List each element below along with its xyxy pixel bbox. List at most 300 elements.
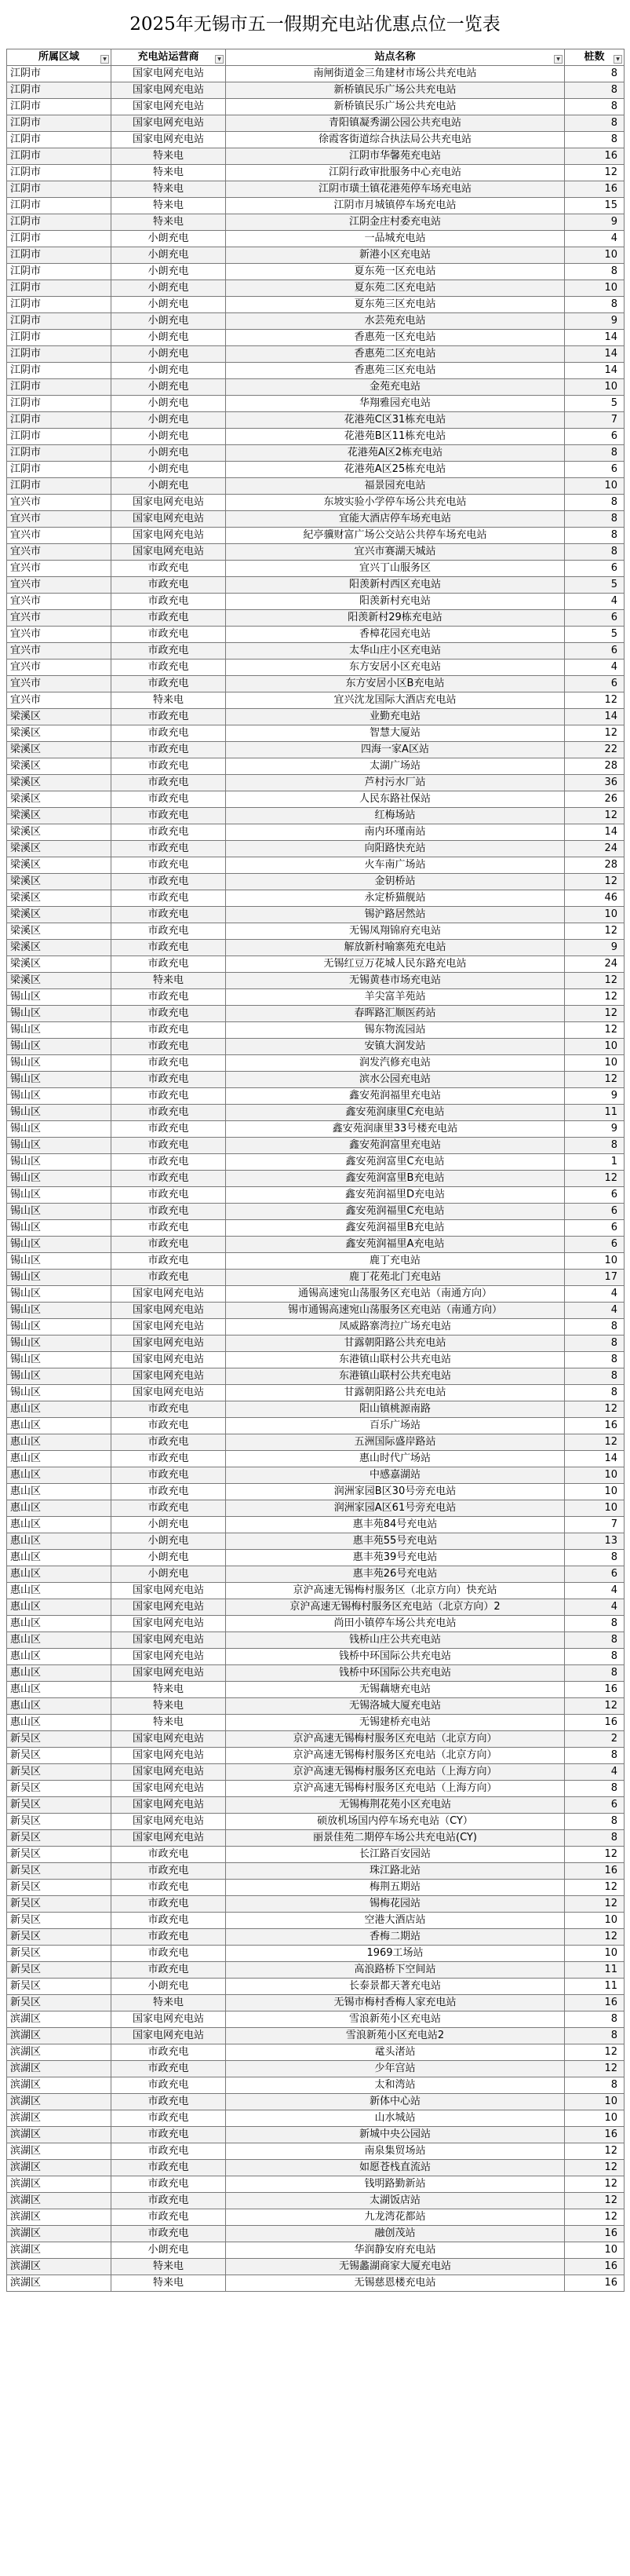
cell-pile-count[interactable]: 24 <box>565 841 625 857</box>
cell-region[interactable]: 新吴区 <box>7 1781 111 1797</box>
cell-operator[interactable]: 小朗充电 <box>111 412 226 429</box>
cell-station-name[interactable]: 无锡蠡湖商家大厦充电站 <box>226 2259 565 2275</box>
cell-region[interactable]: 锡山区 <box>7 1039 111 1055</box>
cell-operator[interactable]: 国家电网充电站 <box>111 1665 226 1682</box>
cell-pile-count[interactable]: 16 <box>565 181 625 198</box>
cell-region[interactable]: 惠山区 <box>7 1616 111 1632</box>
cell-station-name[interactable]: 太湖饭店站 <box>226 2193 565 2209</box>
cell-region[interactable]: 江阴市 <box>7 231 111 247</box>
cell-station-name[interactable]: 宜能大酒店停车场充电站 <box>226 511 565 528</box>
cell-station-name[interactable]: 江阴市华馨苑充电站 <box>226 148 565 165</box>
cell-region[interactable]: 梁溪区 <box>7 874 111 890</box>
cell-region[interactable]: 梁溪区 <box>7 907 111 923</box>
cell-station-name[interactable]: 新桥镇民乐广场公共充电站 <box>226 99 565 115</box>
cell-operator[interactable]: 国家电网充电站 <box>111 1649 226 1665</box>
cell-operator[interactable]: 国家电网充电站 <box>111 115 226 132</box>
cell-station-name[interactable]: 东港镇山联村公共充电站 <box>226 1352 565 1368</box>
cell-operator[interactable]: 市政充电 <box>111 1237 226 1253</box>
cell-region[interactable]: 江阴市 <box>7 66 111 82</box>
cell-pile-count[interactable]: 8 <box>565 1138 625 1154</box>
cell-pile-count[interactable]: 5 <box>565 577 625 594</box>
cell-region[interactable]: 宜兴市 <box>7 528 111 544</box>
cell-operator[interactable]: 市政充电 <box>111 1863 226 1880</box>
cell-station-name[interactable]: 华润静安府充电站 <box>226 2242 565 2259</box>
cell-pile-count[interactable]: 12 <box>565 2193 625 2209</box>
cell-pile-count[interactable]: 12 <box>565 808 625 824</box>
cell-region[interactable]: 梁溪区 <box>7 808 111 824</box>
cell-region[interactable]: 梁溪区 <box>7 973 111 989</box>
cell-station-name[interactable]: 无锡红豆万花城人民东路充电站 <box>226 956 565 973</box>
cell-pile-count[interactable]: 16 <box>565 2226 625 2242</box>
cell-station-name[interactable]: 润发汽修充电站 <box>226 1055 565 1072</box>
cell-region[interactable]: 新吴区 <box>7 1995 111 2011</box>
cell-region[interactable]: 新吴区 <box>7 1797 111 1814</box>
cell-region[interactable]: 新吴区 <box>7 1814 111 1830</box>
cell-operator[interactable]: 市政充电 <box>111 940 226 956</box>
cell-pile-count[interactable]: 12 <box>565 2061 625 2077</box>
cell-pile-count[interactable]: 5 <box>565 627 625 643</box>
cell-pile-count[interactable]: 12 <box>565 692 625 709</box>
cell-operator[interactable]: 小朗充电 <box>111 462 226 478</box>
filter-dropdown-icon[interactable]: ▼ <box>100 55 109 64</box>
cell-station-name[interactable]: 鑫安苑润康里33号楼充电站 <box>226 1121 565 1138</box>
cell-station-name[interactable]: 锡东物流园站 <box>226 1022 565 1039</box>
cell-pile-count[interactable]: 12 <box>565 1698 625 1715</box>
filter-dropdown-icon[interactable]: ▼ <box>215 55 224 64</box>
cell-operator[interactable]: 市政充电 <box>111 594 226 610</box>
cell-operator[interactable]: 市政充电 <box>111 841 226 857</box>
cell-station-name[interactable]: 春晖路汇顺医药站 <box>226 1006 565 1022</box>
cell-station-name[interactable]: 花港苑C区31栋充电站 <box>226 412 565 429</box>
cell-pile-count[interactable]: 12 <box>565 989 625 1006</box>
cell-region[interactable]: 惠山区 <box>7 1550 111 1566</box>
cell-region[interactable]: 梁溪区 <box>7 923 111 940</box>
cell-operator[interactable]: 市政充电 <box>111 1154 226 1171</box>
cell-operator[interactable]: 特来电 <box>111 1682 226 1698</box>
cell-region[interactable]: 梁溪区 <box>7 824 111 841</box>
cell-operator[interactable]: 市政充电 <box>111 1138 226 1154</box>
cell-pile-count[interactable]: 10 <box>565 379 625 396</box>
cell-operator[interactable]: 市政充电 <box>111 1072 226 1088</box>
cell-operator[interactable]: 特来电 <box>111 2275 226 2292</box>
cell-region[interactable]: 锡山区 <box>7 1204 111 1220</box>
cell-region[interactable]: 新吴区 <box>7 1764 111 1781</box>
cell-station-name[interactable]: 鑫安苑润福里C充电站 <box>226 1204 565 1220</box>
cell-region[interactable]: 惠山区 <box>7 1451 111 1467</box>
cell-operator[interactable]: 市政充电 <box>111 874 226 890</box>
cell-station-name[interactable]: 夏东苑三区充电站 <box>226 297 565 313</box>
cell-region[interactable]: 锡山区 <box>7 1121 111 1138</box>
cell-pile-count[interactable]: 6 <box>565 676 625 692</box>
cell-operator[interactable]: 市政充电 <box>111 1946 226 1962</box>
cell-pile-count[interactable]: 16 <box>565 2275 625 2292</box>
cell-station-name[interactable]: 金苑充电站 <box>226 379 565 396</box>
cell-operator[interactable]: 市政充电 <box>111 1847 226 1863</box>
cell-station-name[interactable]: 长江路百安园站 <box>226 1847 565 1863</box>
cell-pile-count[interactable]: 8 <box>565 1649 625 1665</box>
cell-region[interactable]: 江阴市 <box>7 264 111 280</box>
cell-station-name[interactable]: 火车南广场站 <box>226 857 565 874</box>
cell-station-name[interactable]: 东方安居小区B充电站 <box>226 676 565 692</box>
cell-pile-count[interactable]: 6 <box>565 561 625 577</box>
cell-operator[interactable]: 市政充电 <box>111 742 226 758</box>
cell-region[interactable]: 锡山区 <box>7 1022 111 1039</box>
cell-pile-count[interactable]: 12 <box>565 2209 625 2226</box>
cell-region[interactable]: 江阴市 <box>7 346 111 363</box>
cell-station-name[interactable]: 长泰景都天著充电站 <box>226 1979 565 1995</box>
cell-station-name[interactable]: 花港苑B区11栋充电站 <box>226 429 565 445</box>
cell-operator[interactable]: 市政充电 <box>111 2193 226 2209</box>
cell-region[interactable]: 锡山区 <box>7 1237 111 1253</box>
cell-pile-count[interactable]: 24 <box>565 956 625 973</box>
cell-operator[interactable]: 特来电 <box>111 198 226 214</box>
cell-operator[interactable]: 市政充电 <box>111 1401 226 1418</box>
cell-operator[interactable]: 市政充电 <box>111 808 226 824</box>
cell-station-name[interactable]: 钱明路勤新站 <box>226 2176 565 2193</box>
cell-region[interactable]: 锡山区 <box>7 1171 111 1187</box>
cell-operator[interactable]: 国家电网充电站 <box>111 1764 226 1781</box>
cell-region[interactable]: 新吴区 <box>7 1946 111 1962</box>
cell-pile-count[interactable]: 14 <box>565 1451 625 1467</box>
cell-pile-count[interactable]: 7 <box>565 412 625 429</box>
cell-pile-count[interactable]: 14 <box>565 330 625 346</box>
cell-station-name[interactable]: 惠山时代广场站 <box>226 1451 565 1467</box>
cell-pile-count[interactable]: 4 <box>565 1599 625 1616</box>
filter-dropdown-icon[interactable]: ▼ <box>554 55 563 64</box>
cell-pile-count[interactable]: 16 <box>565 1715 625 1731</box>
cell-pile-count[interactable]: 10 <box>565 2094 625 2110</box>
cell-operator[interactable]: 市政充电 <box>111 643 226 660</box>
cell-operator[interactable]: 市政充电 <box>111 676 226 692</box>
cell-pile-count[interactable]: 8 <box>565 1632 625 1649</box>
cell-pile-count[interactable]: 12 <box>565 2143 625 2160</box>
cell-pile-count[interactable]: 8 <box>565 1385 625 1401</box>
cell-pile-count[interactable]: 12 <box>565 1401 625 1418</box>
cell-station-name[interactable]: 鑫安苑润福里充电站 <box>226 1088 565 1105</box>
cell-station-name[interactable]: 京沪高速无锡梅村服务区充电站（上海方向） <box>226 1764 565 1781</box>
cell-station-name[interactable]: 太湖广场站 <box>226 758 565 775</box>
cell-pile-count[interactable]: 8 <box>565 1352 625 1368</box>
cell-region[interactable]: 江阴市 <box>7 363 111 379</box>
cell-station-name[interactable]: 甘露朝阳路公共充电站 <box>226 1385 565 1401</box>
cell-region[interactable]: 宜兴市 <box>7 627 111 643</box>
cell-operator[interactable]: 小朗充电 <box>111 396 226 412</box>
cell-operator[interactable]: 国家电网充电站 <box>111 1599 226 1616</box>
cell-operator[interactable]: 特来电 <box>111 165 226 181</box>
cell-pile-count[interactable]: 9 <box>565 214 625 231</box>
cell-region[interactable]: 江阴市 <box>7 132 111 148</box>
cell-pile-count[interactable]: 4 <box>565 660 625 676</box>
cell-pile-count[interactable]: 14 <box>565 346 625 363</box>
cell-station-name[interactable]: 山水城站 <box>226 2110 565 2127</box>
cell-station-name[interactable]: 惠丰苑26号充电站 <box>226 1566 565 1583</box>
cell-station-name[interactable]: 紀亭骥财富广场公交站公共停车场充电站 <box>226 528 565 544</box>
cell-region[interactable]: 锡山区 <box>7 1253 111 1270</box>
cell-pile-count[interactable]: 28 <box>565 857 625 874</box>
cell-operator[interactable]: 小朗充电 <box>111 297 226 313</box>
cell-station-name[interactable]: 鹿丁花苑北门充电站 <box>226 1270 565 1286</box>
cell-region[interactable]: 惠山区 <box>7 1401 111 1418</box>
cell-operator[interactable]: 市政充电 <box>111 2209 226 2226</box>
header-region[interactable] <box>7 49 111 66</box>
cell-operator[interactable]: 市政充电 <box>111 1434 226 1451</box>
cell-operator[interactable]: 市政充电 <box>111 2226 226 2242</box>
cell-region[interactable]: 滨湖区 <box>7 2028 111 2044</box>
cell-pile-count[interactable]: 8 <box>565 511 625 528</box>
cell-operator[interactable]: 市政充电 <box>111 1929 226 1946</box>
cell-operator[interactable]: 市政充电 <box>111 1039 226 1055</box>
cell-region[interactable]: 新吴区 <box>7 1880 111 1896</box>
cell-operator[interactable]: 小朗充电 <box>111 363 226 379</box>
cell-operator[interactable]: 市政充电 <box>111 1484 226 1500</box>
cell-pile-count[interactable]: 9 <box>565 1088 625 1105</box>
cell-region[interactable]: 惠山区 <box>7 1484 111 1500</box>
cell-region[interactable]: 滨湖区 <box>7 2259 111 2275</box>
cell-station-name[interactable]: 滨水公园充电站 <box>226 1072 565 1088</box>
cell-pile-count[interactable]: 12 <box>565 2160 625 2176</box>
cell-pile-count[interactable]: 10 <box>565 1253 625 1270</box>
cell-operator[interactable]: 小朗充电 <box>111 379 226 396</box>
cell-station-name[interactable]: 阳羡新村西区充电站 <box>226 577 565 594</box>
cell-operator[interactable]: 国家电网充电站 <box>111 1731 226 1748</box>
cell-pile-count[interactable]: 10 <box>565 1055 625 1072</box>
cell-region[interactable]: 惠山区 <box>7 1715 111 1731</box>
cell-pile-count[interactable]: 8 <box>565 1368 625 1385</box>
cell-operator[interactable]: 市政充电 <box>111 1022 226 1039</box>
cell-pile-count[interactable]: 8 <box>565 1319 625 1336</box>
cell-operator[interactable]: 特来电 <box>111 148 226 165</box>
cell-station-name[interactable]: 江阴市月城镇停车场充电站 <box>226 198 565 214</box>
cell-operator[interactable]: 小朗充电 <box>111 1979 226 1995</box>
cell-pile-count[interactable]: 11 <box>565 1979 625 1995</box>
cell-pile-count[interactable]: 4 <box>565 231 625 247</box>
cell-station-name[interactable]: 鼋头渚站 <box>226 2044 565 2061</box>
cell-region[interactable]: 滨湖区 <box>7 2226 111 2242</box>
cell-operator[interactable]: 小朗充电 <box>111 330 226 346</box>
cell-region[interactable]: 惠山区 <box>7 1599 111 1616</box>
cell-pile-count[interactable]: 2 <box>565 1731 625 1748</box>
cell-pile-count[interactable]: 8 <box>565 445 625 462</box>
cell-operator[interactable]: 特来电 <box>111 973 226 989</box>
cell-operator[interactable]: 市政充电 <box>111 1088 226 1105</box>
cell-pile-count[interactable]: 12 <box>565 1434 625 1451</box>
cell-pile-count[interactable]: 12 <box>565 1929 625 1946</box>
cell-region[interactable]: 江阴市 <box>7 214 111 231</box>
cell-region[interactable]: 江阴市 <box>7 412 111 429</box>
cell-region[interactable]: 滨湖区 <box>7 2275 111 2292</box>
cell-region[interactable]: 江阴市 <box>7 396 111 412</box>
cell-operator[interactable]: 国家电网充电站 <box>111 2011 226 2028</box>
cell-operator[interactable]: 市政充电 <box>111 1171 226 1187</box>
header-station-name[interactable] <box>226 49 565 66</box>
cell-region[interactable]: 滨湖区 <box>7 2061 111 2077</box>
cell-region[interactable]: 宜兴市 <box>7 544 111 561</box>
cell-operator[interactable]: 市政充电 <box>111 791 226 808</box>
cell-region[interactable]: 惠山区 <box>7 1566 111 1583</box>
cell-region[interactable]: 宜兴市 <box>7 495 111 511</box>
cell-region[interactable]: 滨湖区 <box>7 2127 111 2143</box>
cell-region[interactable]: 滨湖区 <box>7 2176 111 2193</box>
cell-region[interactable]: 惠山区 <box>7 1649 111 1665</box>
cell-station-name[interactable]: 宜兴沈龙国际大酒店充电站 <box>226 692 565 709</box>
cell-pile-count[interactable]: 12 <box>565 725 625 742</box>
cell-pile-count[interactable]: 16 <box>565 1682 625 1698</box>
cell-pile-count[interactable]: 12 <box>565 973 625 989</box>
cell-station-name[interactable]: 京沪高速无锡梅村服务区充电站（北京方向） <box>226 1731 565 1748</box>
cell-operator[interactable]: 市政充电 <box>111 627 226 643</box>
cell-operator[interactable]: 市政充电 <box>111 2160 226 2176</box>
cell-operator[interactable]: 市政充电 <box>111 1253 226 1270</box>
cell-operator[interactable]: 小朗充电 <box>111 1517 226 1533</box>
cell-station-name[interactable]: 青阳镇凝秀湖公园公共充电站 <box>226 115 565 132</box>
cell-region[interactable]: 江阴市 <box>7 297 111 313</box>
cell-pile-count[interactable]: 14 <box>565 363 625 379</box>
cell-station-name[interactable]: 东坡实验小学停车场公共充电站 <box>226 495 565 511</box>
cell-region[interactable]: 新吴区 <box>7 1863 111 1880</box>
cell-pile-count[interactable]: 4 <box>565 1303 625 1319</box>
cell-operator[interactable]: 小朗充电 <box>111 1566 226 1583</box>
cell-pile-count[interactable]: 6 <box>565 1204 625 1220</box>
cell-operator[interactable]: 小朗充电 <box>111 2242 226 2259</box>
cell-pile-count[interactable]: 11 <box>565 1105 625 1121</box>
cell-operator[interactable]: 国家电网充电站 <box>111 528 226 544</box>
cell-region[interactable]: 新吴区 <box>7 1748 111 1764</box>
cell-pile-count[interactable]: 46 <box>565 890 625 907</box>
cell-operator[interactable]: 市政充电 <box>111 1204 226 1220</box>
cell-pile-count[interactable]: 10 <box>565 1913 625 1929</box>
cell-pile-count[interactable]: 8 <box>565 1748 625 1764</box>
cell-operator[interactable]: 市政充电 <box>111 725 226 742</box>
cell-station-name[interactable]: 钱桥中环国际公共充电站 <box>226 1665 565 1682</box>
cell-station-name[interactable]: 中感嘉湖站 <box>226 1467 565 1484</box>
cell-operator[interactable]: 小朗充电 <box>111 445 226 462</box>
cell-region[interactable]: 新吴区 <box>7 1731 111 1748</box>
cell-operator[interactable]: 小朗充电 <box>111 264 226 280</box>
cell-operator[interactable]: 市政充电 <box>111 857 226 874</box>
cell-region[interactable]: 梁溪区 <box>7 725 111 742</box>
cell-region[interactable]: 惠山区 <box>7 1698 111 1715</box>
cell-station-name[interactable]: 江阴市璜土镇花港苑停车场充电站 <box>226 181 565 198</box>
cell-station-name[interactable]: 鑫安苑润福里D充电站 <box>226 1187 565 1204</box>
cell-pile-count[interactable]: 5 <box>565 396 625 412</box>
cell-station-name[interactable]: 新城中央公园站 <box>226 2127 565 2143</box>
cell-station-name[interactable]: 宜兴市赛湖天城站 <box>226 544 565 561</box>
cell-pile-count[interactable]: 16 <box>565 2127 625 2143</box>
cell-operator[interactable]: 特来电 <box>111 2259 226 2275</box>
cell-pile-count[interactable]: 8 <box>565 544 625 561</box>
cell-station-name[interactable]: 鹿丁充电站 <box>226 1253 565 1270</box>
cell-operator[interactable]: 市政充电 <box>111 1121 226 1138</box>
cell-operator[interactable]: 特来电 <box>111 214 226 231</box>
cell-operator[interactable]: 国家电网充电站 <box>111 1781 226 1797</box>
cell-pile-count[interactable]: 12 <box>565 1847 625 1863</box>
cell-station-name[interactable]: 南泉集贸场站 <box>226 2143 565 2160</box>
cell-region[interactable]: 新吴区 <box>7 1962 111 1979</box>
cell-pile-count[interactable]: 14 <box>565 824 625 841</box>
cell-region[interactable]: 惠山区 <box>7 1517 111 1533</box>
cell-station-name[interactable]: 如愿苍栈直流站 <box>226 2160 565 2176</box>
cell-region[interactable]: 惠山区 <box>7 1632 111 1649</box>
cell-station-name[interactable]: 1969工场站 <box>226 1946 565 1962</box>
cell-pile-count[interactable]: 36 <box>565 775 625 791</box>
cell-operator[interactable]: 市政充电 <box>111 1270 226 1286</box>
cell-operator[interactable]: 小朗充电 <box>111 346 226 363</box>
cell-region[interactable]: 江阴市 <box>7 313 111 330</box>
cell-region[interactable]: 锡山区 <box>7 1072 111 1088</box>
cell-pile-count[interactable]: 6 <box>565 1237 625 1253</box>
cell-station-name[interactable]: 锡市通锡高速宛山荡服务区充电站（南通方向） <box>226 1303 565 1319</box>
cell-operator[interactable]: 国家电网充电站 <box>111 1583 226 1599</box>
cell-station-name[interactable]: 南内环瑾南站 <box>226 824 565 841</box>
cell-station-name[interactable]: 香惠苑一区充电站 <box>226 330 565 346</box>
cell-station-name[interactable]: 向阳路快充站 <box>226 841 565 857</box>
cell-station-name[interactable]: 解放新村喻寨苑充电站 <box>226 940 565 956</box>
cell-region[interactable]: 宜兴市 <box>7 610 111 627</box>
cell-region[interactable]: 江阴市 <box>7 330 111 346</box>
cell-pile-count[interactable]: 6 <box>565 1187 625 1204</box>
cell-station-name[interactable]: 百乐广场站 <box>226 1418 565 1434</box>
cell-region[interactable]: 锡山区 <box>7 1286 111 1303</box>
cell-region[interactable]: 江阴市 <box>7 115 111 132</box>
cell-operator[interactable]: 市政充电 <box>111 775 226 791</box>
filter-dropdown-icon[interactable]: ▼ <box>614 55 622 64</box>
cell-station-name[interactable]: 夏东苑二区充电站 <box>226 280 565 297</box>
cell-pile-count[interactable]: 22 <box>565 742 625 758</box>
cell-station-name[interactable]: 融创茂站 <box>226 2226 565 2242</box>
cell-pile-count[interactable]: 8 <box>565 66 625 82</box>
cell-pile-count[interactable]: 8 <box>565 297 625 313</box>
cell-region[interactable]: 宜兴市 <box>7 692 111 709</box>
cell-region[interactable]: 江阴市 <box>7 379 111 396</box>
cell-region[interactable]: 梁溪区 <box>7 841 111 857</box>
cell-operator[interactable]: 市政充电 <box>111 1913 226 1929</box>
cell-pile-count[interactable]: 8 <box>565 1665 625 1682</box>
cell-operator[interactable]: 特来电 <box>111 1715 226 1731</box>
cell-pile-count[interactable]: 12 <box>565 1006 625 1022</box>
cell-station-name[interactable]: 无锡慈恩楼充电站 <box>226 2275 565 2292</box>
cell-station-name[interactable]: 锡沪路居然站 <box>226 907 565 923</box>
cell-station-name[interactable]: 太华山庄小区充电站 <box>226 643 565 660</box>
cell-pile-count[interactable]: 16 <box>565 148 625 165</box>
cell-region[interactable]: 滨湖区 <box>7 2094 111 2110</box>
cell-region[interactable]: 滨湖区 <box>7 2110 111 2127</box>
cell-pile-count[interactable]: 12 <box>565 874 625 890</box>
cell-station-name[interactable]: 京沪高速无锡梅村服务区充电站（北京方向） <box>226 1748 565 1764</box>
cell-pile-count[interactable]: 12 <box>565 1022 625 1039</box>
cell-station-name[interactable]: 新体中心站 <box>226 2094 565 2110</box>
cell-station-name[interactable]: 徐霞客街道综合执法局公共充电站 <box>226 132 565 148</box>
cell-station-name[interactable]: 润洲家园B区30号旁充电站 <box>226 1484 565 1500</box>
cell-pile-count[interactable]: 10 <box>565 907 625 923</box>
cell-operator[interactable]: 小朗充电 <box>111 280 226 297</box>
cell-station-name[interactable]: 香梅二期站 <box>226 1929 565 1946</box>
cell-region[interactable]: 锡山区 <box>7 1270 111 1286</box>
cell-pile-count[interactable]: 13 <box>565 1533 625 1550</box>
cell-station-name[interactable]: 新港小区充电站 <box>226 247 565 264</box>
cell-station-name[interactable]: 水芸苑充电站 <box>226 313 565 330</box>
cell-station-name[interactable]: 江阴金庄村委充电站 <box>226 214 565 231</box>
cell-pile-count[interactable]: 10 <box>565 478 625 495</box>
cell-region[interactable]: 锡山区 <box>7 1220 111 1237</box>
cell-station-name[interactable]: 四海一家A区站 <box>226 742 565 758</box>
cell-operator[interactable]: 国家电网充电站 <box>111 82 226 99</box>
cell-station-name[interactable]: 无锡藕塘充电站 <box>226 1682 565 1698</box>
cell-region[interactable]: 新吴区 <box>7 1979 111 1995</box>
cell-station-name[interactable]: 丽景佳苑二期停车场公共充电站(CY) <box>226 1830 565 1847</box>
cell-pile-count[interactable]: 10 <box>565 2110 625 2127</box>
cell-operator[interactable]: 特来电 <box>111 1995 226 2011</box>
cell-pile-count[interactable]: 10 <box>565 1039 625 1055</box>
